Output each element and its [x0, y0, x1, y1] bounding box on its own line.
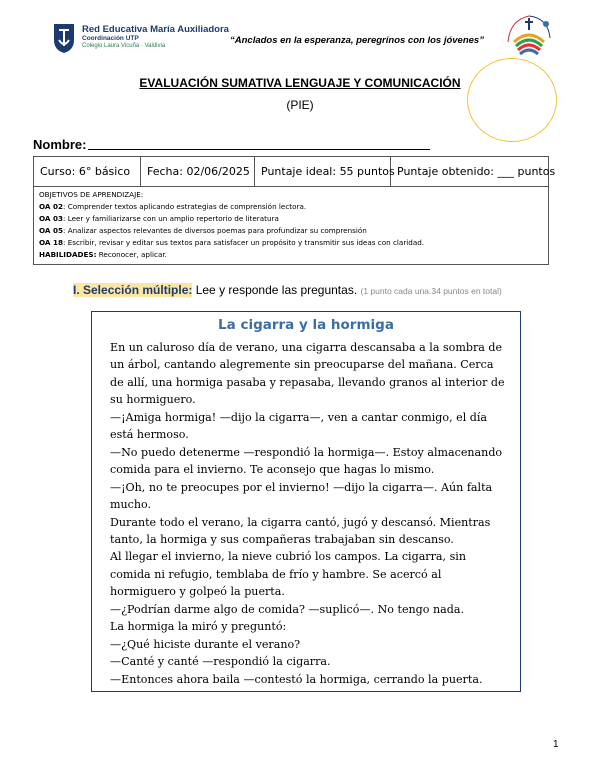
section-label: I. Selección múltiple: [73, 283, 193, 297]
org-name: Red Educativa María Auxiliadora [82, 24, 229, 35]
objective-item: OA 03: Leer y familiarizarse con un amplio repertorio de literatura [39, 214, 279, 223]
story-paragraph: —¡Oh, no te preocupes por el invierno! —dijo la cigarra—. Aún falta mucho. [110, 480, 493, 512]
school-logo [52, 20, 252, 60]
fecha-cell: Fecha: 02/06/2025 [141, 157, 255, 186]
story-body [110, 339, 510, 688]
objective-item: OA 18: Escribir, revisar y editar sus textos para satisfacer un propósito y transmitir sus ideas con claridad. [39, 238, 425, 247]
page-subtitle: (PIE) [286, 98, 314, 112]
info-table [33, 156, 556, 265]
nombre-label: Nombre: [33, 137, 87, 152]
story-paragraph: Durante todo el verano, la cigarra cantó, jugó y descansó. Mientras tanto, la hormiga y sus compañeras trabajaban sin descanso. [110, 515, 491, 546]
skills-line: HABILIDADES: Reconocer, aplicar. [39, 250, 167, 259]
story-paragraph: —Canté y canté —respondió la cigarra. [110, 655, 331, 669]
puntaje-obtenido-cell: Puntaje obtenido: ___ puntos [397, 165, 556, 178]
story-paragraph: —Entonces ahora baila —contestó la hormiga, cerrando la puerta. [110, 672, 483, 686]
story-paragraph: Al llegar el invierno, la nieve cubrió los campos. La cigarra, sin comida ni refugio, temblaba de frío y hambre. Se acercó al hormiguero y golpeó la puerta. [110, 550, 466, 599]
section-points: (1 punto cada una.34 puntos en total) [360, 286, 502, 296]
puntaje-ideal-cell: Puntaje ideal: 55 puntos [255, 157, 391, 186]
curso-cell: Curso: 6° básico [34, 157, 141, 186]
section-instruction: Lee y responde las preguntas. [192, 283, 358, 297]
page-number: 1 [553, 739, 559, 750]
story-paragraph: —¿Podrían darme algo de comida? —suplicó—. No tengo nada. [110, 602, 464, 616]
objectives-block [34, 187, 548, 264]
org-sub: Coordinación UTP [82, 35, 139, 42]
nombre-line[interactable] [88, 149, 430, 150]
story-box [91, 311, 521, 692]
story-paragraph: —¡Amiga hormiga! —dijo la cigarra—, ven a cantar conmigo, el día está hermoso. [110, 410, 488, 442]
shield-icon [52, 22, 76, 54]
story-title: La cigarra y la hormiga [218, 317, 394, 333]
motto: “Anclados en la esperanza, peregrinos con los jóvenes” [230, 35, 484, 46]
info-row [34, 157, 556, 187]
story-paragraph: La hormiga la miró y preguntó: [110, 620, 287, 634]
section-heading [73, 283, 502, 297]
story-paragraph: En un caluroso día de verano, una cigarra descansaba a la sombra de un árbol, cantando alegremente sin preocuparse del mañana. Cerca de allí, una hormiga pasaba y repasaba, llevando granos al interior de su hormiguero. [110, 341, 505, 407]
objective-item: OA 05: Analizar aspectos relevantes de diversos poemas para profundizar su comprensión [39, 226, 367, 235]
story-paragraph: —No puedo detenerme —respondió la hormiga—. Estoy almacenando comida para el invierno. Te aconsejo que hagas lo mismo. [110, 445, 503, 477]
jubilee-emblem-icon [500, 12, 558, 60]
story-paragraph: —¿Qué hiciste durante el verano? [110, 637, 301, 651]
page-title: EVALUACIÓN SUMATIVA LENGUAJE Y COMUNICACIÓN [139, 76, 461, 90]
objective-item: OA 02: Comprender textos aplicando estrategias de comprensión lectora. [39, 202, 307, 211]
org-school: Colegio Laura Vicuña · Valdivia [82, 43, 166, 49]
objectives-heading: OBJETIVOS DE APRENDIZAJE: [39, 190, 144, 199]
